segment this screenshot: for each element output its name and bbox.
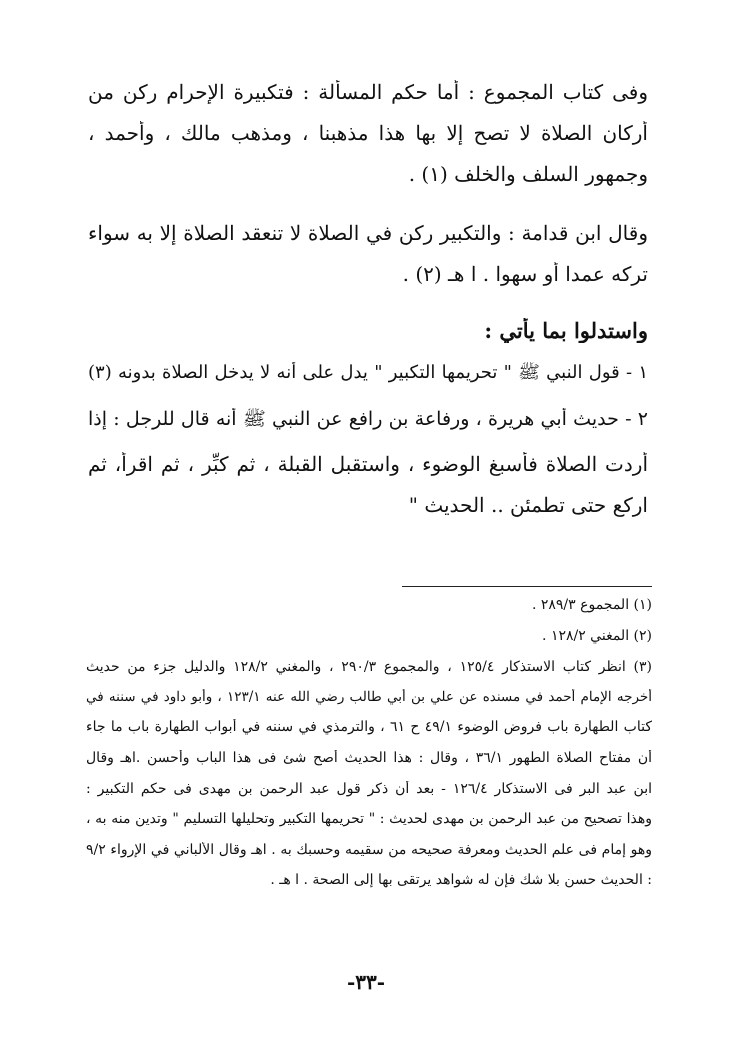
item-2-line-2: أردت الصلاة فأسبغ الوضوء ، واستقبل القبلة ، ثم كبِّر ، ثم اقرأ، ثم [88,452,648,476]
footnote-1: (١) المجموع ٢٨٩/٣ . [531,597,652,613]
footnote-3-line-5: ابن عبد البر فى الاستذكار ١٢٦/٤ - بعد أن ذكر قول عبد الرحمن بن مهدى فى حكم التكبير : [86,781,652,797]
footnote-separator [402,586,652,587]
paragraph1-line-3: وجمهور السلف والخلف (١) . [408,162,648,186]
page-number: -٣٣- [346,970,386,994]
paragraph1-line-2: أركان الصلاة لا تصح إلا بها هذا مذهبنا ، ومذهب مالك ، وأحمد ، [88,121,648,145]
item-1: ١ - قول النبي ﷺ " تحريمها التكبير " يدل على أنه لا يدخل الصلاة بدونه (٣) [88,362,648,383]
paragraph1-line-1: وفى كتاب المجموع : أما حكم المسألة : فتكبيرة الإحرام ركن من [88,80,648,104]
footnote-3-line-2: أخرجه الإمام أحمد في مسنده عن علي بن أبي طالب رضي الله عنه ١٢٣/١ ، وأبو داود في سننه في [86,689,652,705]
item-2-line-1: ٢ - حديث أبي هريرة ، ورفاعة بن رافع عن النبي ﷺ أنه قال للرجل : إذا [88,408,648,430]
footnote-3-line-3: كتاب الطهارة باب فروض الوضوء ٤٩/١ ح ٦١ ، والترمذي في سننه في أبواب الطهارة باب ما جاء [86,719,652,735]
footnote-3-line-4: أن مفتاح الصلاة الطهور ٣٦/١ ، وقال : هذا الحديث أصح شئ فى هذا الباب وأحسن .اهـ وقال [86,750,652,766]
section-heading: واستدلوا بما يأتي : [484,318,648,343]
footnote-3-line-1: (٣) انظر كتاب الاستذكار ١٢٥/٤ ، والمجموع ٢٩٠/٣ ، والمغني ١٢٨/٢ والدليل جزء من حديث [86,659,652,675]
footnote-2: (٢) المغني ١٢٨/٢ . [542,628,652,644]
paragraph2-line-1: وقال ابن قدامة : والتكبير ركن في الصلاة لا تنعقد الصلاة إلا به سواء [88,221,648,245]
item-2-line-3: اركع حتى تطمئن .. الحديث " [408,493,648,517]
footnote-3-line-6: وهذا تصحيح من عبد الرحمن بن مهدى لحديث : " تحريمها التكبير وتحليلها التسليم " وتدين منه به ، [86,811,652,827]
footnote-3-line-8: : الحديث حسن بلا شك فإن له شواهد يرتقى بها إلى الصحة . ا هـ . [270,872,652,888]
footnote-3-line-7: وهو إمام فى علم الحديث ومعرفة صحيحه من سقيمه وحسبك به . اهـ وقال الألباني في الإرواء ٩/٢ [86,842,652,858]
paragraph2-line-2: تركه عمدا أو سهوا . ا هـ (٢) . [402,262,648,286]
